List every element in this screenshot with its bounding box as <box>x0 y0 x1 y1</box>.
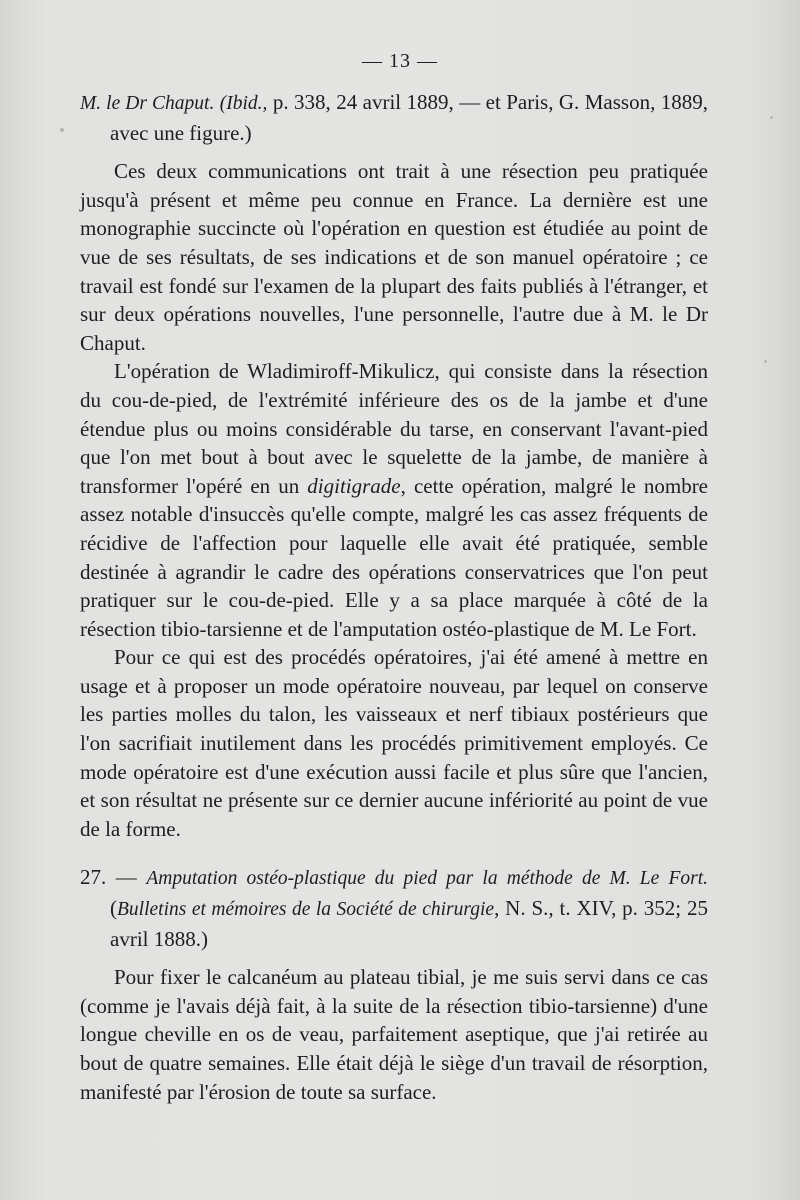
reference-details: p. 338, 24 avril 1889, — et Paris, G. Masson, 1889, avec une figure.) <box>110 90 708 145</box>
reference-continuation <box>80 88 708 147</box>
scan-speck <box>60 128 64 132</box>
page-number: — 13 — <box>362 50 438 72</box>
entry-number: 27. — <box>80 865 147 890</box>
scan-speck <box>770 116 773 119</box>
body-paragraph-1: Ces deux communications ont trait à une résection peu pratiquée jusqu'à présent et même peu connue en France. La dernière est une monographie succincte où l'opération en question est étudiée au point de vue de ses résultats, de ses indications et de son manuel opératoire ; ce travail est fondé sur l'examen de la plupart des faits publiés à l'étranger, et sur deux opérations nouvelles, l'une personnelle, l'autre due à M. le Dr Chaput. <box>80 159 708 355</box>
body-paragraph-2-start: L'opération de Wladimiroff-Mikulicz, qui consiste dans la résection du cou-de-pied, de l'extrémité inférieure des os de la jambe et d'une étendue plus ou moins considérable du tarse, en conservant l'avant-pied que l'on met bout à bout avec le squelette de la jambe, de manière à transformer l'opéré en un <box>80 359 708 498</box>
italic-term: digitigrade <box>307 473 401 498</box>
entry-source: Bulletins et mémoires de la Société de chirurgie <box>117 899 495 921</box>
entry-open-paren: ( <box>110 896 117 921</box>
entry-details: , N. S., t. XIV, p. 352; 25 avril 1888.) <box>110 896 708 951</box>
scan-speck <box>764 360 767 363</box>
entry-title: Amputation ostéo-plastique du pied par la méthode de M. Le Fort. <box>146 868 709 890</box>
body-paragraph-3: Pour ce qui est des procédés opératoires, j'ai été amené à mettre en usage et à proposer un mode opératoire nouveau, par lequel on conserve les parties molles du talon, les vaisseaux et nerf tibiaux postérieurs que l'on sacrifiait inutilement dans les procédés primitivement employés. Ce mode opératoire est d'une exécution aussi facile et plus sûre que l'ancien, et son résultat ne présente sur ce dernier aucune infériorité au point de vue de la forme. <box>80 645 708 841</box>
body-paragraph-2-end: , cette opération, malgré le nombre assez notable d'insuccès qu'elle compte, malgré les cas assez fréquents de récidive de l'affection pour laquelle elle avait été pratiquée, semble destinée à agrandir le cadre des opérations conservatrices que l'on peut pratiquer sur le cou-de-pied. Elle y a sa place marquée à côté de la résection tibio-tarsienne et de l'amputation ostéo-plastique de M. Le Fort. <box>80 473 709 641</box>
reference-ibid: (Ibid., <box>219 93 268 114</box>
reference-author: M. le Dr Chaput. <box>80 93 215 114</box>
body-paragraph-2 <box>80 357 708 643</box>
page-body <box>80 88 708 1106</box>
bibliography-entry-27 <box>80 863 708 953</box>
body-paragraph-4: Pour fixer le calcanéum au plateau tibial, je me suis servi dans ce cas (comme je l'avais déjà fait, à la suite de la résection tibio-tarsienne) d'une longue cheville en os de veau, parfaitement aseptique, que j'ai retirée au bout de quatre semaines. Elle était déjà le siège d'un travail de résorption, manifesté par l'érosion de toute sa surface. <box>80 965 708 1104</box>
